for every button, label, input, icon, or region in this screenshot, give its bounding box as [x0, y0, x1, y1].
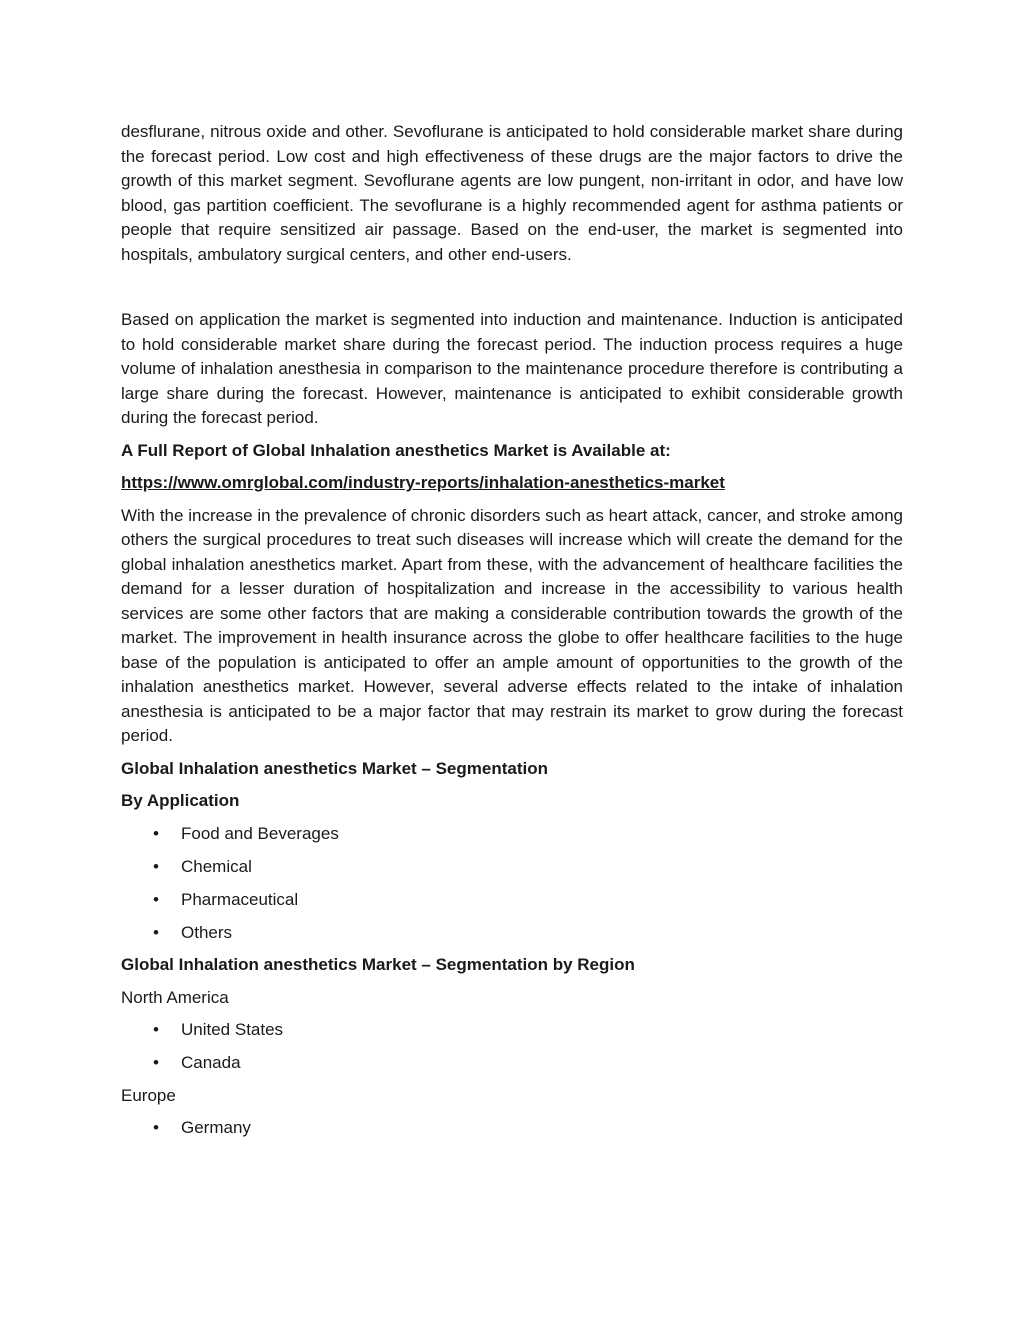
- bullet-icon: •: [153, 922, 159, 942]
- bullet-icon: •: [153, 889, 159, 909]
- list-item: [121, 1051, 903, 1076]
- segmentation-heading: Global Inhalation anesthetics Market – Segmentation: [121, 758, 548, 778]
- list-item: [121, 888, 903, 913]
- list-item-label: Canada: [181, 1053, 241, 1072]
- region-label-north-america: North America: [121, 987, 229, 1007]
- north-america-list: [121, 1018, 903, 1076]
- by-application-heading: By Application: [121, 791, 240, 810]
- list-item-label: Chemical: [181, 856, 252, 876]
- paragraph-drivers: With the increase in the prevalence of chronic disorders such as heart attack, cancer, and stroke among others the surgical procedures to treat such diseases will increase which will create the demand for the global inhalation anesthetics market. Apart from these, with the advancement of healthcare facilities the demand for a lesser duration of hospitalization and increase in the accessibility to various health services are some other factors that are making a considerable contribution towards the growth of the market. The improvement in health insurance across the globe to offer healthcare facilities to the huge base of the population is anticipated to offer an ample amount of opportunities to the growth of the inhalation anesthetics market. However, several adverse effects related to the intake of inhalation anesthesia is anticipated to be a major factor that may restrain its market to grow during the forecast period.: [121, 505, 903, 745]
- bullet-icon: •: [153, 856, 159, 876]
- list-item: [121, 921, 903, 946]
- list-item: [121, 1018, 903, 1043]
- bullet-icon: •: [153, 1053, 159, 1072]
- list-item-label: Others: [181, 922, 233, 942]
- document-page: [121, 120, 903, 1149]
- region-label-europe: Europe: [121, 1085, 176, 1105]
- europe-list: [121, 1116, 903, 1141]
- report-heading: A Full Report of Global Inhalation anesthetics Market is Available at:: [121, 440, 671, 460]
- list-item: [121, 822, 903, 847]
- list-item-label: Pharmaceutical: [181, 889, 299, 909]
- paragraph-application: Based on application the market is segmented into induction and maintenance. Induction is anticipated to hold considerable market share during the forecast period. The induction process requires a huge volume of inhalation anesthesia in comparison to the maintenance procedure therefore is contributing a large share during the forecast. However, maintenance is anticipated to exhibit considerable growth during the forecast period.: [121, 310, 903, 427]
- list-item: [121, 1116, 903, 1141]
- list-item-label: Food and Beverages: [181, 823, 339, 843]
- paragraph-anesthetic-types: desflurane, nitrous oxide and other. Sevoflurane is anticipated to hold considerable market share during the forecast period. Low cost and high effectiveness of these drugs are the major factors to drive the growth of this market segment. Sevoflurane agents are low pungent, non-irritant in odor, and have low blood, gas partition coefficient. The sevoflurane is a highly recommended agent for asthma patients or people that require sensitized air passage. Based on the end-user, the market is segmented into hospitals, ambulatory surgical centers, and other end-users.: [121, 122, 903, 264]
- list-item-label: Germany: [181, 1118, 251, 1137]
- report-link[interactable]: https://www.omrglobal.com/industry-reports/inhalation-anesthetics-market: [121, 473, 725, 492]
- application-list: [121, 822, 903, 946]
- bullet-icon: •: [153, 1118, 159, 1137]
- bullet-icon: •: [153, 823, 159, 843]
- region-segmentation-heading: Global Inhalation anesthetics Market – Segmentation by Region: [121, 955, 635, 974]
- list-item: [121, 855, 903, 880]
- list-item-label: United States: [181, 1020, 284, 1039]
- bullet-icon: •: [153, 1020, 159, 1039]
